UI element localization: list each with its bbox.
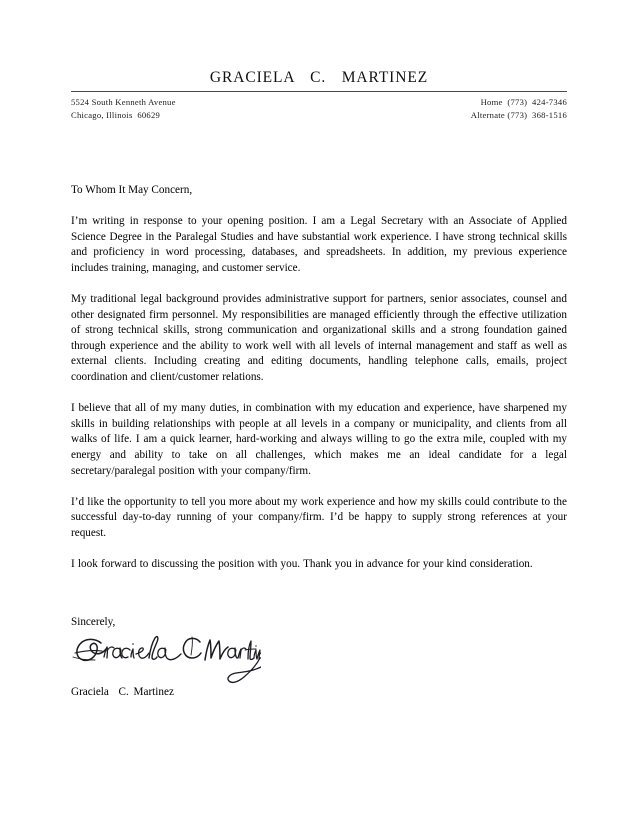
letterhead-divider (71, 91, 567, 92)
body-paragraph-3: I believe that all of my many duties, in combination with my education and experience, have sharpened my skills in building relationships with people at all levels in a company or municipality, and clients from all walks of life. I am a quick learner, hard-working and always willing to go the extra mile, coupled with my energy and ability to take on all challenges, which makes me an ideal candidate for a legal secretary/paralegal position with your company/firm. (71, 402, 567, 477)
letterhead-phones (471, 96, 567, 122)
letter-body (71, 183, 567, 573)
body-paragraph-4: I’d like the opportunity to tell you more about my work experience and how my skills could contribute to the successful day-to-day running of your company/firm. I’d be happy to supply strong references at your request. (71, 495, 567, 539)
body-paragraph-1: I’m writing in response to your opening position. I am a Legal Secretary with an Associate of Applied Science Degree in the Paralegal Studies and have substantial work experience. I have strong technical skills and proficiency in word processing, databases, and spreadsheets. In addition, my previous experience includes training, managing, and customer service. (71, 215, 567, 274)
phone-alternate: Alternate (773) 368-1516 (470, 110, 567, 120)
letterhead-name: GRACIELA C. MARTINEZ (209, 69, 429, 86)
closing-salutation: Sincerely, (71, 616, 116, 628)
letterhead-contact (71, 96, 567, 122)
phone-home: Home (773) 424-7346 (480, 97, 567, 107)
handwritten-signature-icon (71, 633, 261, 689)
address-line-2: Chicago, Illinois 60629 (71, 110, 161, 120)
signed-name: Graciela C. Martinez (71, 685, 174, 698)
letterhead-address (71, 96, 176, 122)
body-paragraph-5: I look forward to discussing the position with you. Thank you in advance for your kind consideration. (71, 558, 533, 571)
salutation: To Whom It May Concern, (71, 184, 193, 196)
address-line-1: 5524 South Kenneth Avenue (71, 97, 176, 107)
letter-closing (71, 615, 567, 700)
letterhead (71, 68, 567, 122)
signature-image (71, 633, 261, 689)
body-paragraph-2: My traditional legal background provides administrative support for partners, senior associates, counsel and other designated firm personnel. My responsibilities are managed efficiently through the effective utilization of strong technical skills, strong communication and organizational skills and a strong foundation gained through experience and the ability to work well with all levels of internal management and staff as well as external clients. Including creating and editing documents, handling telephone calls, emails, project coordination and client/customer relations. (71, 293, 567, 384)
